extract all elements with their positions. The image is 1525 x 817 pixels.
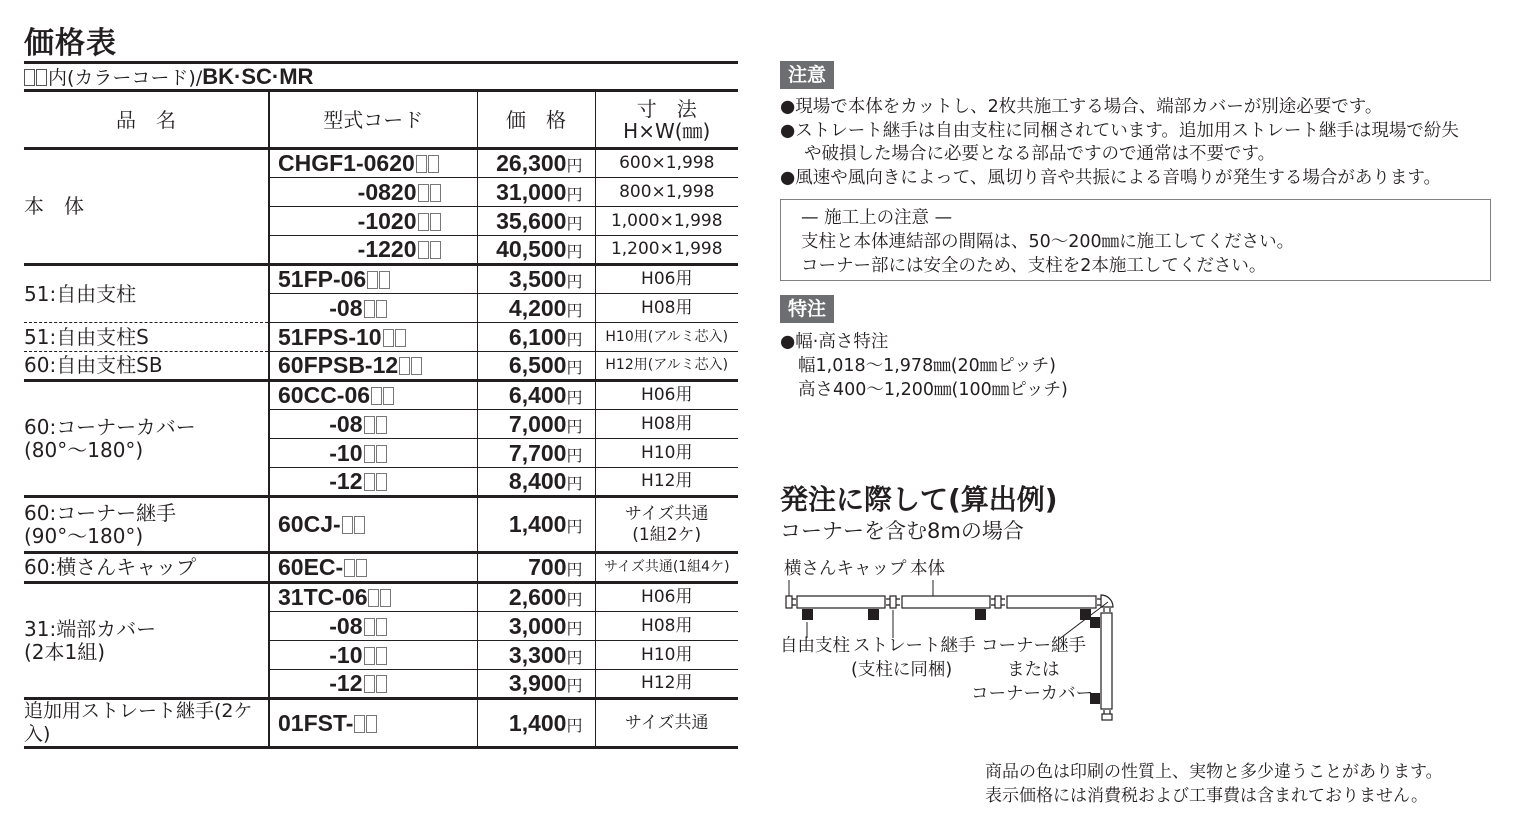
model-code: -1220 [269, 236, 477, 265]
color-placeholder-box [36, 69, 47, 86]
price-table [24, 89, 738, 749]
price: 1,400円 [477, 497, 595, 553]
price: 6,100円 [477, 323, 595, 352]
size: 1,000×1,998 [595, 207, 738, 236]
caution-item: ●風速や風向きによって、風切り音や共振による音鳴りが発生する場合があります。 [780, 167, 1442, 188]
model-code: -12 [269, 468, 477, 497]
size: H10用 [595, 641, 738, 670]
model-code: -08 [269, 410, 477, 439]
footer-line: 表示価格には消費税および工事費は含まれておりません。 [985, 786, 1429, 806]
special-heading: ●幅·高さ特注 [780, 332, 889, 352]
size: 600×1,998 [595, 149, 738, 178]
price: 8,400円 [477, 468, 595, 497]
model-code: -10 [269, 439, 477, 468]
price: 3,500円 [477, 265, 595, 294]
table-row [24, 265, 738, 294]
size: サイズ共通 [595, 699, 738, 748]
product-name: 60:自由支柱SB [24, 352, 269, 381]
model-code: -12 [269, 670, 477, 699]
label-straight-joint: ストレート継手 [853, 636, 976, 656]
model-code: CHGF1-0620 [269, 149, 477, 178]
label-end-cap: 横さんキャップ [784, 559, 907, 579]
model-code: 31TC-06 [269, 583, 477, 612]
color-codes: BK·SC·MR [202, 64, 314, 89]
construction-line: コーナー部には安全のため、支柱を2本施工してください。 [801, 256, 1267, 276]
table-row [24, 323, 738, 352]
label-corner-joint: コーナー継手 [981, 636, 1086, 656]
caution-item: や破損した場合に必要となる部品ですので通常は不要です。 [804, 144, 1276, 164]
product-name: 60:コーナー継手 (90°〜180°) [24, 497, 269, 553]
model-code: -08 [269, 294, 477, 323]
price: 3,900円 [477, 670, 595, 699]
label-or: または [1007, 660, 1060, 680]
price: 1,400円 [477, 699, 595, 748]
table-row [24, 699, 738, 748]
construction-heading: — 施工上の注意 — [801, 208, 953, 228]
price: 2,600円 [477, 583, 595, 612]
order-example-title: 発注に際して(算出例) [780, 483, 1058, 516]
product-name: 51:自由支柱S [24, 323, 269, 352]
special-order-tag: 特注 [780, 295, 834, 323]
model-code: -0820 [269, 178, 477, 207]
caution-tag: 注意 [780, 61, 834, 89]
model-code: 01FST- [269, 699, 477, 748]
label-corner-cover: コーナーカバー [971, 684, 1094, 704]
caution-item: ●ストレート継手は自由支柱に同梱されています。追加用ストレート継手は現場で紛失 [780, 120, 1459, 141]
product-name: 追加用ストレート継手(2ケ入) [24, 699, 269, 748]
size: サイズ共通 (1組2ケ) [595, 497, 738, 553]
size: H06用 [595, 381, 738, 410]
table-row [24, 497, 738, 553]
label-straight-joint-note: (支柱に同梱) [851, 660, 953, 680]
price: 7,700円 [477, 439, 595, 468]
size: H12用 [595, 468, 738, 497]
price: 40,500円 [477, 236, 595, 265]
model-code: 51FP-06 [269, 265, 477, 294]
price: 4,200円 [477, 294, 595, 323]
size: 1,200×1,998 [595, 236, 738, 265]
price: 3,300円 [477, 641, 595, 670]
label-post: 自由支柱 [780, 636, 850, 656]
model-code: 60CJ- [269, 497, 477, 553]
color-code-note [24, 61, 738, 90]
table-row [24, 149, 738, 178]
model-code: 60CC-06 [269, 381, 477, 410]
price: 7,000円 [477, 410, 595, 439]
product-name: 60:横さんキャップ [24, 553, 269, 583]
model-code: 51FPS-10 [269, 323, 477, 352]
special-order-notes [780, 330, 1068, 402]
model-code: 60FPSB-12 [269, 352, 477, 381]
footer-notes [985, 760, 1443, 808]
size: H06用 [595, 265, 738, 294]
table-row [24, 583, 738, 612]
model-code: -08 [269, 612, 477, 641]
header-code: 型式コード [269, 91, 477, 149]
model-code: 60EC- [269, 553, 477, 583]
table-header-row [24, 91, 738, 149]
product-name: 60:コーナーカバー (80°〜180°) [24, 381, 269, 497]
size: サイズ共通(1組4ケ) [595, 553, 738, 583]
size: H10用(アルミ芯入) [595, 323, 738, 352]
layout-diagram [775, 550, 1135, 730]
header-size: 寸 法 H×W(㎜) [595, 91, 738, 149]
size: H12用 [595, 670, 738, 699]
product-name: 51:自由支柱 [24, 265, 269, 323]
size: 800×1,998 [595, 178, 738, 207]
price: 6,500円 [477, 352, 595, 381]
table-row [24, 553, 738, 583]
price: 3,000円 [477, 612, 595, 641]
size: H06用 [595, 583, 738, 612]
price: 6,400円 [477, 381, 595, 410]
construction-line: 支柱と本体連結部の間隔は、50〜200㎜に施工してください。 [801, 232, 1295, 252]
caution-notes [780, 96, 1459, 190]
price: 700円 [477, 553, 595, 583]
order-example-subtitle: コーナーを含む8mの場合 [780, 519, 1024, 543]
product-name: 本 体 [24, 149, 269, 265]
size: H10用 [595, 439, 738, 468]
special-width: 幅1,018〜1,978㎜(20㎜ピッチ) [798, 356, 1056, 376]
construction-notes-box [780, 199, 1491, 281]
size: H08用 [595, 294, 738, 323]
price: 31,000円 [477, 178, 595, 207]
size: H08用 [595, 410, 738, 439]
special-height: 高さ400〜1,200㎜(100㎜ピッチ) [798, 380, 1068, 400]
size: H12用(アルミ芯入) [595, 352, 738, 381]
footer-line: 商品の色は印刷の性質上、実物と多少違うことがあります。 [985, 762, 1443, 782]
header-name: 品 名 [24, 91, 269, 149]
size: H08用 [595, 612, 738, 641]
page-title: 価格表 [24, 26, 117, 61]
model-code: -10 [269, 641, 477, 670]
table-row [24, 352, 738, 381]
table-row [24, 381, 738, 410]
color-placeholder-box [24, 69, 35, 86]
model-code: -1020 [269, 207, 477, 236]
label-body: 本体 [910, 559, 945, 579]
header-price: 価 格 [477, 91, 595, 149]
product-name: 31:端部カバー (2本1組) [24, 583, 269, 699]
price: 26,300円 [477, 149, 595, 178]
color-note-prefix: 内(カラーコード)/ [48, 67, 203, 89]
caution-item: ●現場で本体をカットし、2枚共施工する場合、端部カバーが別途必要です。 [780, 97, 1383, 117]
price: 35,600円 [477, 207, 595, 236]
